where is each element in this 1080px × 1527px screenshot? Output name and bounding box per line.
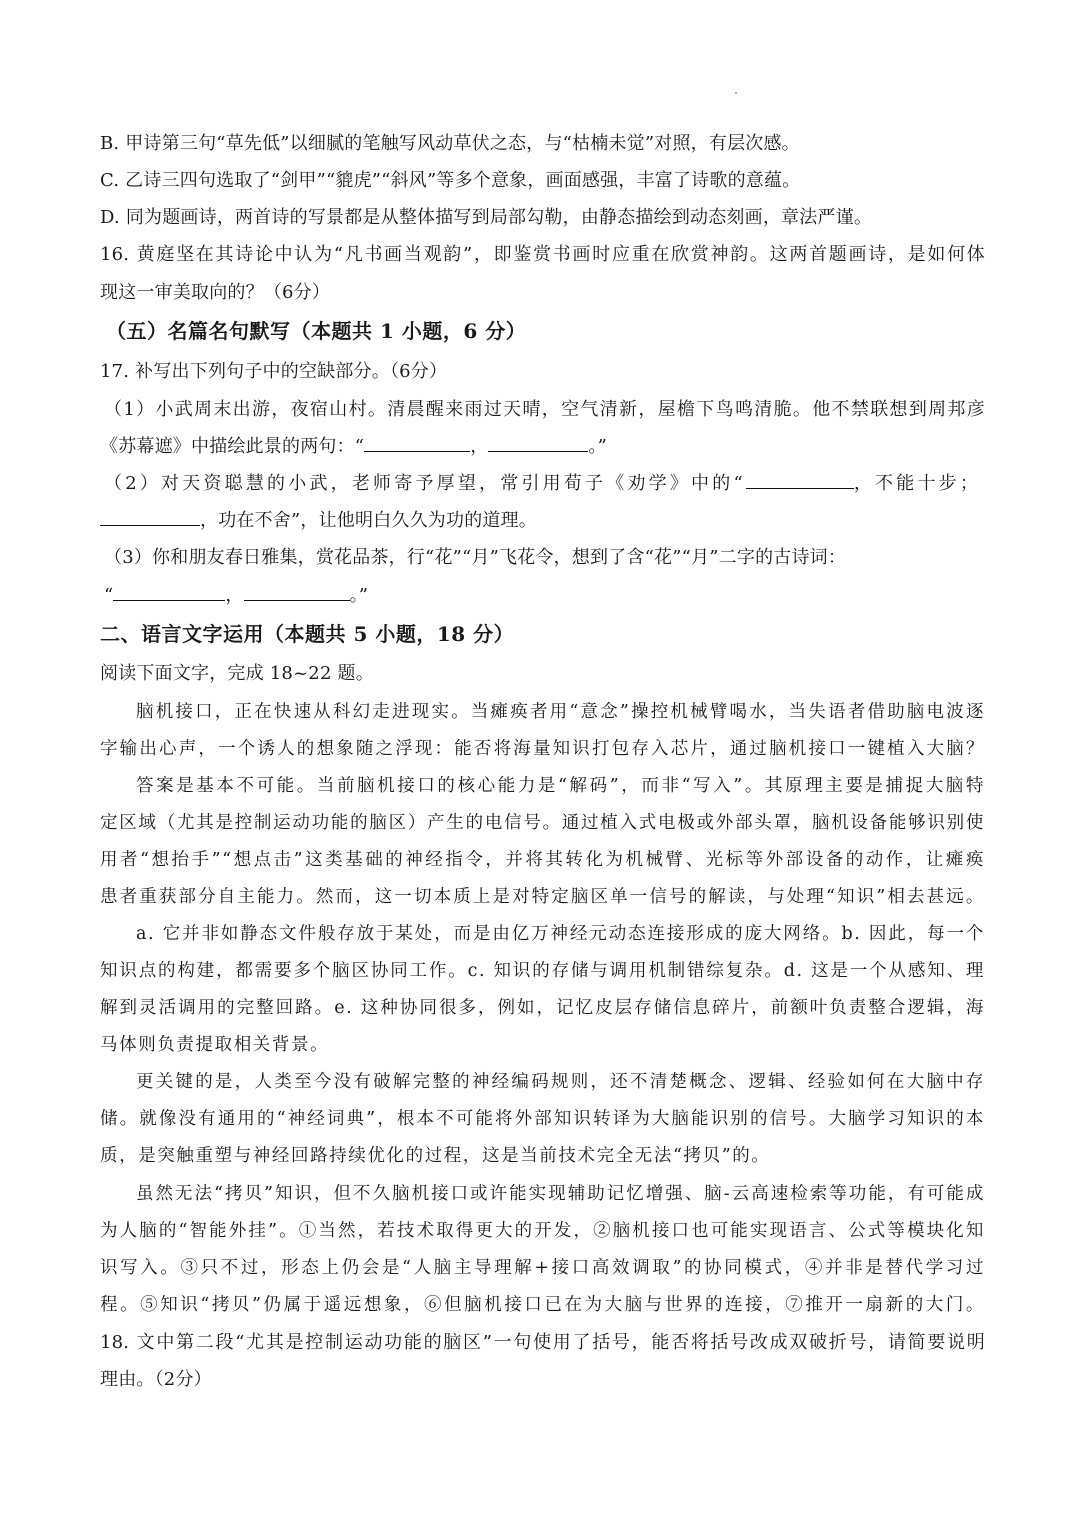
passage-line: 程。⑤知识“拷贝”仍属于遥远想象，⑥但脑机接口已在为大脑与世界的连接，⑦推开一扇新的大门。: [100, 1295, 985, 1315]
question-17-2-prompt: （2）对天资聪慧的小武，老师寄予厚望，常引用荀子《劝学》中的“: [104, 473, 746, 494]
passage-line: 马体则负责提取相关背景。: [100, 1035, 330, 1055]
passage-line: 定区域（尤其是控制运动功能的脑区）产生的电信号。通过植入式电极或外部头罩，脑机设备能够识别使: [100, 813, 985, 833]
question-16-line-2: 现这一审美取向的？（6分）: [100, 282, 331, 303]
answer-blank-2[interactable]: [488, 435, 588, 452]
passage-line: 质，是突触重塑与神经回路持续优化的过程，这是当前技术完全无法“拷贝”的。: [100, 1146, 771, 1166]
reading-instruction: 阅读下面文字，完成 18~22 题。: [100, 663, 374, 684]
open-quote: “: [104, 585, 114, 606]
question-17-1-line-1: （1）小武周末出游，夜宿山村。清晨醒来雨过天晴，空气清新，屋檐下鸟鸣清脆。他不禁联想到周邦彦: [104, 399, 985, 420]
passage-line: 患者重获部分自主能力。然而，这一切本质上是对特定脑区单一信号的解读，与处理“知识”相去甚远。: [100, 887, 985, 907]
question-17-2-tail: ，功在不舍”，让他明白久久为功的道理。: [200, 510, 538, 531]
answer-blank-6[interactable]: [244, 584, 350, 601]
passage-line: 识写入。③只不过，形态上仍会是“人脑主导理解+接口高效调取”的协同模式，④并非是替代学习过: [100, 1258, 985, 1278]
passage-line: a. 它并非如静态文件般存放于某处，而是由亿万神经元动态连接形成的庞大网络。b. 因此，每一个: [136, 924, 985, 944]
question-17-1-prompt: 《苏幕遮》中描绘此景的两句：“: [100, 436, 365, 457]
part-2-heading: 二、语言文字运用（本题共 5 小题，18 分）: [100, 622, 515, 646]
closing-quote: 。”: [349, 585, 369, 606]
question-16-line-1: 16. 黄庭坚在其诗论中认为“凡书画当观韵”，即鉴赏书画时应重在欣赏神韵。这两首题画诗，是如何体: [100, 244, 985, 265]
option-d: D. 同为题画诗，两首诗的写景都是从整体描写到局部勾勒，由静态描绘到动态刻画，章法严谨。: [100, 207, 873, 228]
question-17-3-line-1: （3）你和朋友春日雅集，赏花品茶，行“花”“月”飞花令，想到了含“花”“月”二字的古诗词：: [104, 547, 847, 568]
scan-speck: [735, 92, 737, 94]
passage-line: 更关键的是，人类至今没有破解完整的神经编码规则，还不清楚概念、逻辑、经验如何在大脑中存: [136, 1072, 985, 1092]
passage-line: 解到灵活调用的完整回路。e. 这种协同很多，例如，记忆皮层存储信息碎片，前额叶负责整合逻辑，海: [100, 998, 985, 1018]
option-c: C. 乙诗三四句选取了“剑甲”“貔虎”“斜风”等多个意象，画面感强，丰富了诗歌的意蕴。: [100, 170, 801, 191]
passage-line: 用者“想抬手”“想点击”这类基础的神经指令，并将其转化为机械臂、光标等外部设备的动作，让瘫痪: [100, 850, 985, 870]
question-17-2-mid: ，不能十步；: [853, 473, 982, 494]
comma: ，: [470, 436, 489, 457]
passage-line: 虽然无法“拷贝”知识，但不久脑机接口或许能实现辅助记忆增强、脑-云高速检索等功能，有可能成: [136, 1184, 985, 1204]
passage-line: 知识点的构建，都需要多个脑区协同工作。c. 知识的存储与调用机制错综复杂。d. 这是一个从感知、理: [100, 961, 985, 981]
option-b: B. 甲诗第三句“草先低”以细腻的笔触写风动草伏之态，与“枯楠未觉”对照，有层次感。: [100, 133, 800, 154]
closing-quote: 。”: [588, 436, 608, 457]
question-17-3-line-2: [104, 584, 989, 608]
section-5-heading: （五）名篇名句默写（本题共 1 小题，6 分）: [106, 319, 527, 343]
passage-line: 脑机接口，正在快速从科幻走进现实。当瘫痪者用“意念”操控机械臂喝水，当失语者借助脑电波逐: [136, 702, 985, 722]
passage-line: 储。就像没有通用的“神经词典”，根本不可能将外部知识转译为大脑能识别的信号。大脑学习知识的本: [100, 1109, 985, 1129]
question-17-2-line-2: [100, 509, 985, 533]
comma: ，: [225, 585, 244, 606]
question-17-2-line-1: [104, 472, 989, 496]
answer-blank-5[interactable]: [113, 584, 225, 601]
answer-blank-3[interactable]: [746, 472, 854, 489]
question-18-line-1: 18. 文中第二段“尤其是控制运动功能的脑区”一句使用了括号，能否将括号改成双破折号，请简要说明: [100, 1332, 985, 1353]
question-18-line-2: 理由。（2分）: [100, 1369, 212, 1390]
passage-line: 答案是基本不可能。当前脑机接口的核心能力是“解码”，而非“写入”。其原理主要是捕捉大脑特: [136, 776, 985, 796]
question-17-1-line-2: [100, 435, 985, 459]
passage-line: 为人脑的“智能外挂”。①当然，若技术取得更大的开发，②脑机接口也可能实现语言、公式等模块化知: [100, 1221, 985, 1241]
answer-blank-1[interactable]: [364, 435, 470, 452]
answer-blank-4[interactable]: [100, 509, 200, 526]
passage-line: 字输出心声，一个诱人的想象随之浮现：能否将海量知识打包存入芯片，通过脑机接口一键植入大脑？: [100, 739, 985, 759]
question-17: 17. 补写出下列句子中的空缺部分。（6分）: [100, 361, 448, 382]
